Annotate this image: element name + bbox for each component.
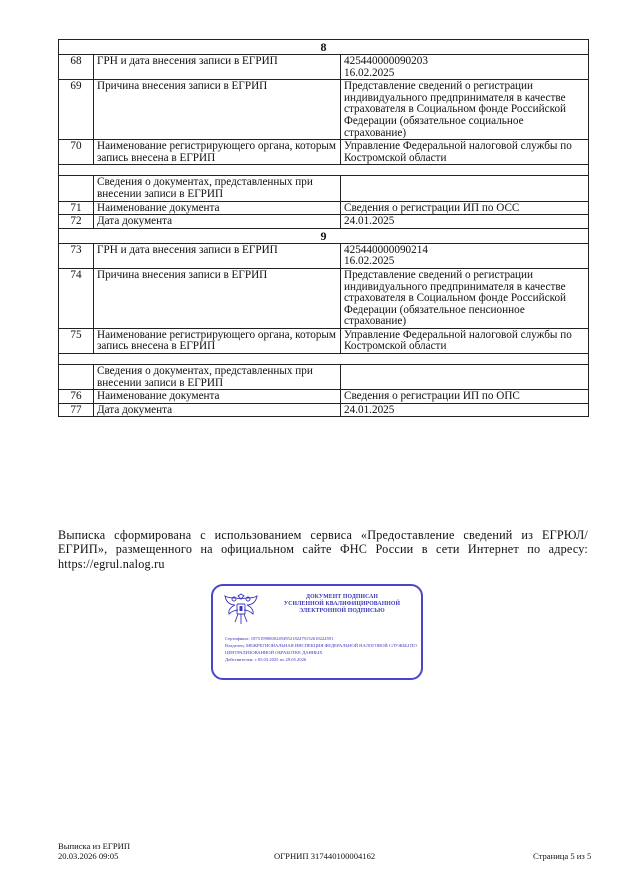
section-header-row — [59, 228, 589, 243]
row-value: 425440000090214 16.02.2025 — [341, 243, 589, 268]
row-number: 76 — [59, 390, 94, 404]
row-value: Сведения о регистрации ИП по ОПС — [341, 390, 589, 404]
stamp-title — [267, 594, 417, 616]
row-label: Наименование регистрирующего органа, которым запись внесена в ЕГРИП — [94, 140, 341, 165]
footer-page-number: Страница 5 из 5 — [533, 851, 592, 861]
row-number: 75 — [59, 328, 94, 353]
documents-header-row — [59, 176, 589, 201]
footer-ogrnip: ОГРНИП 317440100004162 — [274, 851, 376, 861]
section-number: 9 — [59, 228, 589, 243]
table-row — [59, 80, 589, 140]
row-label: Дата документа — [94, 215, 341, 229]
row-label: Причина внесения записи в ЕГРИП — [94, 268, 341, 328]
row-number: 77 — [59, 403, 94, 417]
row-number: 73 — [59, 243, 94, 268]
row-number: 71 — [59, 201, 94, 215]
extract-source-note: Выписка сформирована с использованием сервиса «Предоставление сведений из ЕГРЮЛ/ЕГРИП», размещенного на официальном сайте ФНС России в сети Интернет по адресу: https://egrul.nalog.ru — [58, 528, 588, 571]
table-row — [59, 328, 589, 353]
table-row — [59, 390, 589, 404]
spacer-cell — [59, 165, 589, 176]
empty-cell — [341, 365, 589, 390]
documents-header: Сведения о документах, представленных при внесении записи в ЕГРИП — [94, 365, 341, 390]
row-label: ГРН и дата внесения записи в ЕГРИП — [94, 243, 341, 268]
row-number: 68 — [59, 55, 94, 80]
row-value: Управление Федеральной налоговой службы по Костромской области — [341, 328, 589, 353]
stamp-title-line: ЭЛЕКТРОННОЙ ПОДПИСЬЮ — [299, 608, 385, 615]
table-row — [59, 55, 589, 80]
egrip-records-table — [58, 39, 589, 417]
empty-cell — [341, 176, 589, 201]
row-label: Наименование регистрирующего органа, которым запись внесена в ЕГРИП — [94, 328, 341, 353]
stamp-title-line: ДОКУМЕНТ ПОДПИСАН — [305, 594, 379, 600]
section-header-row — [59, 40, 589, 55]
stamp-certificate: Сертификат: 187519908002494952182479152618224591 — [225, 636, 334, 641]
row-value: 24.01.2025 — [341, 403, 589, 417]
row-label: Наименование документа — [94, 201, 341, 215]
table-row — [59, 201, 589, 215]
row-value: Управление Федеральной налоговой службы по Костромской области — [341, 140, 589, 165]
table-row — [59, 140, 589, 165]
row-label: ГРН и дата внесения записи в ЕГРИП — [94, 55, 341, 80]
stamp-owner: Владелец: МЕЖРЕГИОНАЛЬНАЯ ИНСПЕКЦИЯ ФЕДЕРАЛЬНОЙ НАЛОГОВОЙ СЛУЖБЫ ПО ЦЕНТРАЛИЗОВАННОЙ ОБРАБОТКЕ ДАННЫХ — [225, 643, 417, 655]
empty-cell — [59, 365, 94, 390]
footer-extract-datetime: 20.03.2026 09:05 — [58, 851, 119, 861]
stamp-details — [225, 635, 417, 663]
row-value: 24.01.2025 — [341, 215, 589, 229]
documents-header-row — [59, 365, 589, 390]
spacer-row — [59, 354, 589, 365]
documents-header: Сведения о документах, представленных при внесении записи в ЕГРИП — [94, 176, 341, 201]
row-label: Дата документа — [94, 403, 341, 417]
table-row — [59, 215, 589, 229]
row-number: 69 — [59, 80, 94, 140]
coat-of-arms-icon — [221, 593, 261, 627]
row-number: 72 — [59, 215, 94, 229]
footer-extract-title: Выписка из ЕГРИП — [58, 841, 131, 851]
table-row — [59, 403, 589, 417]
row-value: Представление сведений о регистрации индивидуального предпринимателя в качестве страхователя в Социальном фонде Российской Федерации (обязательное пенсионное страхование) — [341, 268, 589, 328]
table-row — [59, 243, 589, 268]
row-value: Представление сведений о регистрации индивидуального предпринимателя в качестве страхователя в Социальном фонде Российской Федерации (обязательное социальное страхование) — [341, 80, 589, 140]
row-number: 70 — [59, 140, 94, 165]
row-value: 425440000090203 16.02.2025 — [341, 55, 589, 80]
stamp-validity: Действителен: с 05.03.2025 по 29.05.2026 — [225, 657, 307, 662]
spacer-cell — [59, 354, 589, 365]
footer-extract-info — [58, 841, 130, 861]
section-number: 8 — [59, 40, 589, 55]
spacer-row — [59, 165, 589, 176]
row-label: Причина внесения записи в ЕГРИП — [94, 80, 341, 140]
electronic-signature-stamp — [211, 584, 423, 680]
stamp-title-line: УСИЛЕННОЙ КВАЛИФИЦИРОВАННОЙ — [283, 601, 401, 608]
row-number: 74 — [59, 268, 94, 328]
row-value: Сведения о регистрации ИП по ОСС — [341, 201, 589, 215]
table-row — [59, 268, 589, 328]
empty-cell — [59, 176, 94, 201]
row-label: Наименование документа — [94, 390, 341, 404]
